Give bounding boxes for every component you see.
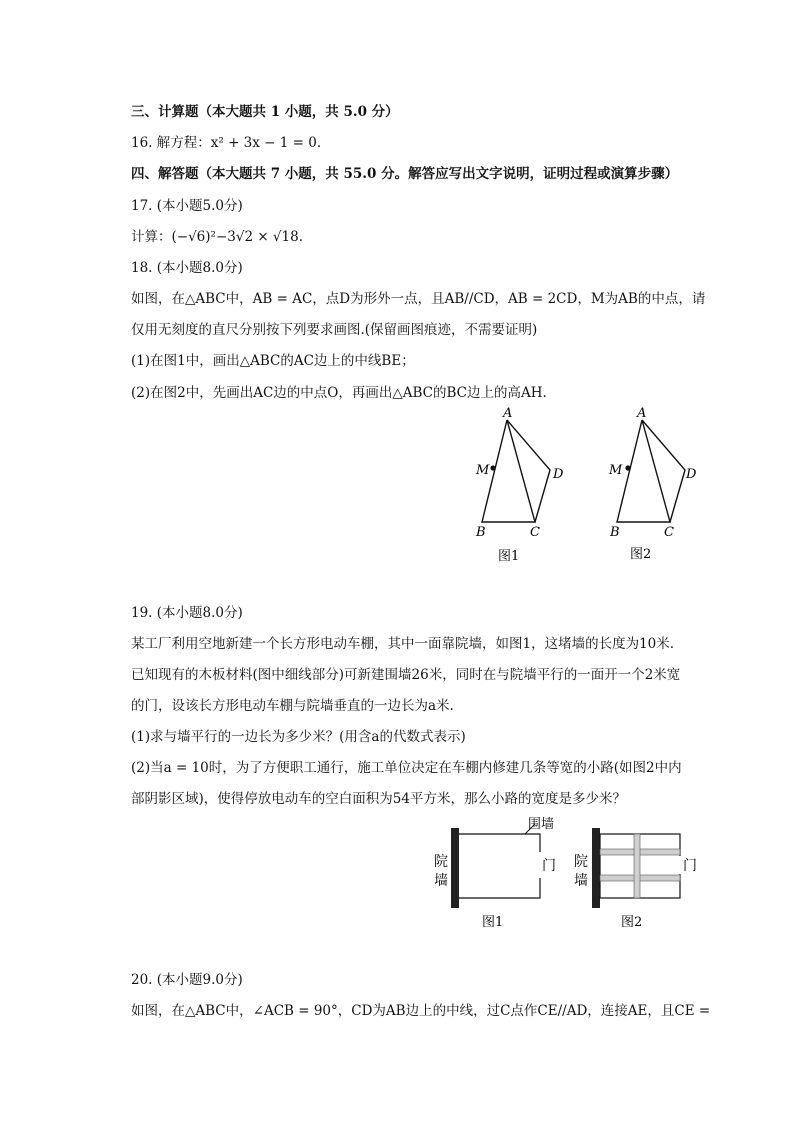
question-20-header: 20. (本小题9.0分) — [131, 972, 243, 988]
label-b-fig1: B — [476, 525, 486, 540]
q18-caption-1: 图1 — [498, 549, 520, 564]
label-a-fig1: A — [503, 406, 513, 421]
question-17-header: 17. (本小题5.0分) — [131, 198, 243, 214]
point-m-fig1 — [490, 465, 495, 470]
q18-figure1 — [475, 406, 564, 564]
question-19-part2-line2: 部阴影区域)，使得停放电动车的空白面积为54平方米，那么小路的宽度是多少米？ — [131, 791, 626, 807]
question-18-part1: (1)在图1中，画出△ABC的AC边上的中线BE； — [131, 353, 415, 369]
question-18-line1: 如图，在△ABC中，AB = AC，点D为形外一点，且AB//CD，AB = 2CD，M为AB的中点，请 — [131, 291, 706, 307]
label-m-fig2: M — [609, 463, 623, 478]
label-c-fig1: C — [530, 525, 540, 540]
q18-figures — [460, 405, 700, 565]
question-18-line2: 仅用无刻度的直尺分别按下列要求画图.(保留画图痕迹，不需要证明) — [131, 322, 538, 338]
label-a-fig2: A — [637, 406, 647, 421]
q19-figures — [425, 812, 715, 937]
path-vertical — [634, 834, 640, 898]
question-18-part2: (2)在图2中，先画出AC边的中点O，再画出△ABC的BC边上的高AH. — [131, 385, 547, 401]
label-m-fig1: M — [476, 463, 490, 478]
wall-label-top-fig2: 院 — [574, 854, 588, 870]
section-heading-calculation: 三、计算题（本大题共 1 小题，共 5.0 分） — [131, 104, 399, 120]
q18-caption-2: 图2 — [630, 547, 652, 562]
label-d-fig2: D — [686, 467, 697, 482]
question-19-line3: 的门，设该长方形电动车棚与院墙垂直的一边长为a米. — [131, 698, 454, 714]
q19-caption-2: 图2 — [621, 915, 643, 930]
q18-figure2 — [608, 406, 697, 562]
label-d-fig1: D — [553, 467, 564, 482]
question-19-part2-line1: (2)当a = 10时，为了方便职工通行，施工单位决定在车棚内修建几条等宽的小路(如图2中内 — [131, 760, 682, 776]
point-m-fig2 — [625, 465, 630, 470]
question-18-header: 18. (本小题8.0分) — [131, 260, 243, 276]
question-19-part1: (1)求与墙平行的一边长为多少米？(用含a的代数式表示) — [131, 729, 466, 745]
door-label-fig1: 门 — [542, 858, 556, 874]
door-label-fig2: 门 — [683, 858, 697, 874]
question-19-line2: 已知现有的木板材料(图中细线部分)可新建围墙26米，同时在与院墙平行的一面开一个2米宽 — [131, 667, 681, 683]
q19-figure1 — [434, 816, 556, 930]
wall-label-bottom-fig2: 墙 — [574, 873, 588, 889]
q19-caption-1: 图1 — [482, 915, 504, 930]
wall-label-bottom-fig1: 墙 — [434, 873, 448, 889]
fence-label: 围墙 — [528, 817, 555, 832]
label-c-fig2: C — [664, 525, 674, 540]
question-19-header: 19. (本小题8.0分) — [131, 605, 243, 621]
label-b-fig2: B — [610, 525, 620, 540]
question-19-line1: 某工厂利用空地新建一个长方形电动车棚，其中一面靠院墙，如图1，这堵墙的长度为10米. — [131, 636, 675, 652]
question-16: 16. 解方程：x² + 3x − 1 = 0. — [131, 135, 322, 151]
question-20-line1: 如图，在△ABC中，∠ACB = 90°，CD为AB边上的中线，过C点作CE//AD，连接AE，且CE = — [131, 1003, 711, 1019]
question-17-text: 计算：(−√6)²−3√2 × √18. — [131, 229, 304, 245]
section-heading-answers: 四、解答题（本大题共 7 小题，共 55.0 分。解答应写出文字说明，证明过程或演算步骤） — [131, 166, 679, 182]
q19-figure2 — [574, 828, 697, 930]
wall-label-top-fig1: 院 — [434, 854, 448, 870]
